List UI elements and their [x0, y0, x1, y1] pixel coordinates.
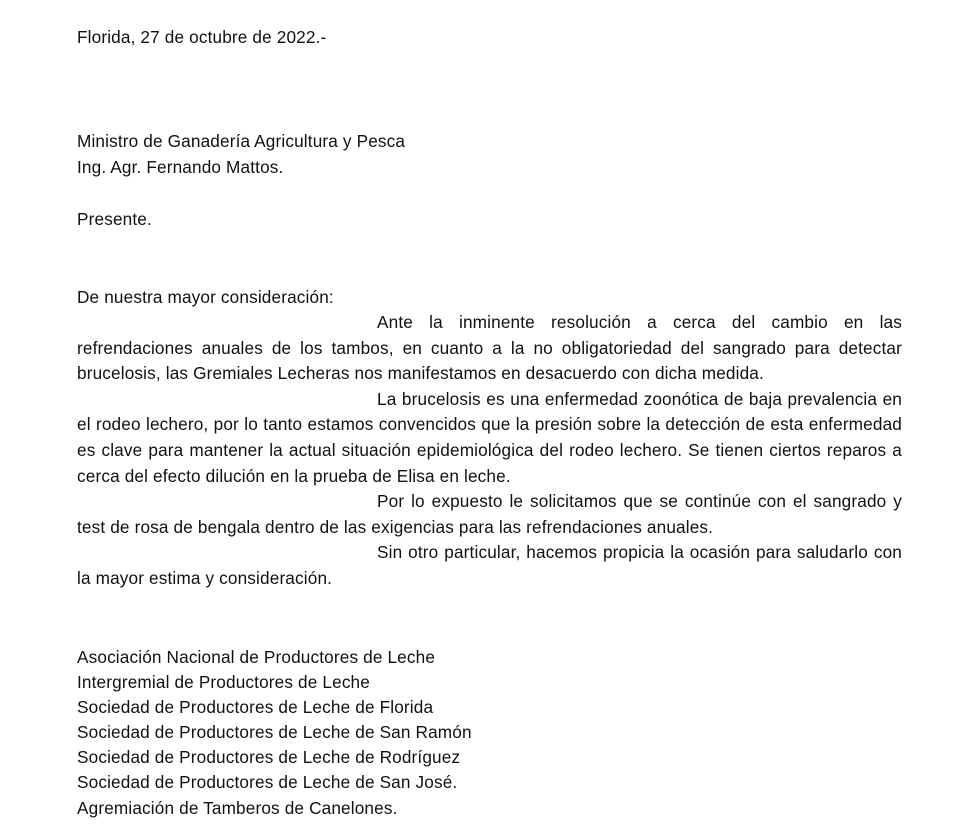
signatory: Agremiación de Tamberos de Canelones.: [77, 797, 398, 818]
signatory: Asociación Nacional de Productores de Leche: [77, 647, 436, 667]
letter-body: [77, 310, 902, 592]
signatory: Sociedad de Productores de Leche de San Ramón: [77, 722, 472, 743]
recipient-title: Ministro de Ganadería Agricultura y Pesca: [77, 131, 406, 151]
salutation: De nuestra mayor consideración:: [77, 287, 334, 307]
place-date: Florida, 27 de octubre de 2022.-: [77, 27, 327, 47]
signatory-list: [77, 645, 472, 821]
body-paragraph-3: Por lo expuesto le solicitamos que se continúe con el sangrado y test de rosa de bengala dentro de las exigencias para las refrendaciones anuales.: [77, 491, 902, 537]
presente-line: Presente.: [77, 209, 152, 229]
signatory: Intergremial de Productores de Leche: [77, 672, 370, 693]
body-paragraph-4: Sin otro particular, hacemos propicia la ocasión para saludarlo con la mayor estima y consideración.: [77, 542, 902, 588]
body-paragraph-1: Ante la inminente resolución a cerca del cambio en las refrendaciones anuales de los tambos, en cuanto a la no obligatoriedad del sangrado para detectar brucelosis, las Gremiales Lecheras nos manifestamos en desacuerdo con dicha medida.: [77, 312, 902, 384]
recipient-name: Ing. Agr. Fernando Mattos.: [77, 157, 284, 177]
signatory: Sociedad de Productores de Leche de Florida: [77, 697, 434, 718]
signatory: Sociedad de Productores de Leche de Rodríguez: [77, 747, 461, 768]
signatory: Sociedad de Productores de Leche de San José.: [77, 772, 458, 793]
body-paragraph-2: La brucelosis es una enfermedad zoonótica de baja prevalencia en el rodeo lechero, por lo tanto estamos convencidos que la presión sobre la detección de esta enfermedad es clave para mantener la actual situación epidemiológica del rodeo lechero. Se tienen ciertos reparos a cerca del efecto dilución en la prueba de Elisa en leche.: [77, 388, 902, 486]
